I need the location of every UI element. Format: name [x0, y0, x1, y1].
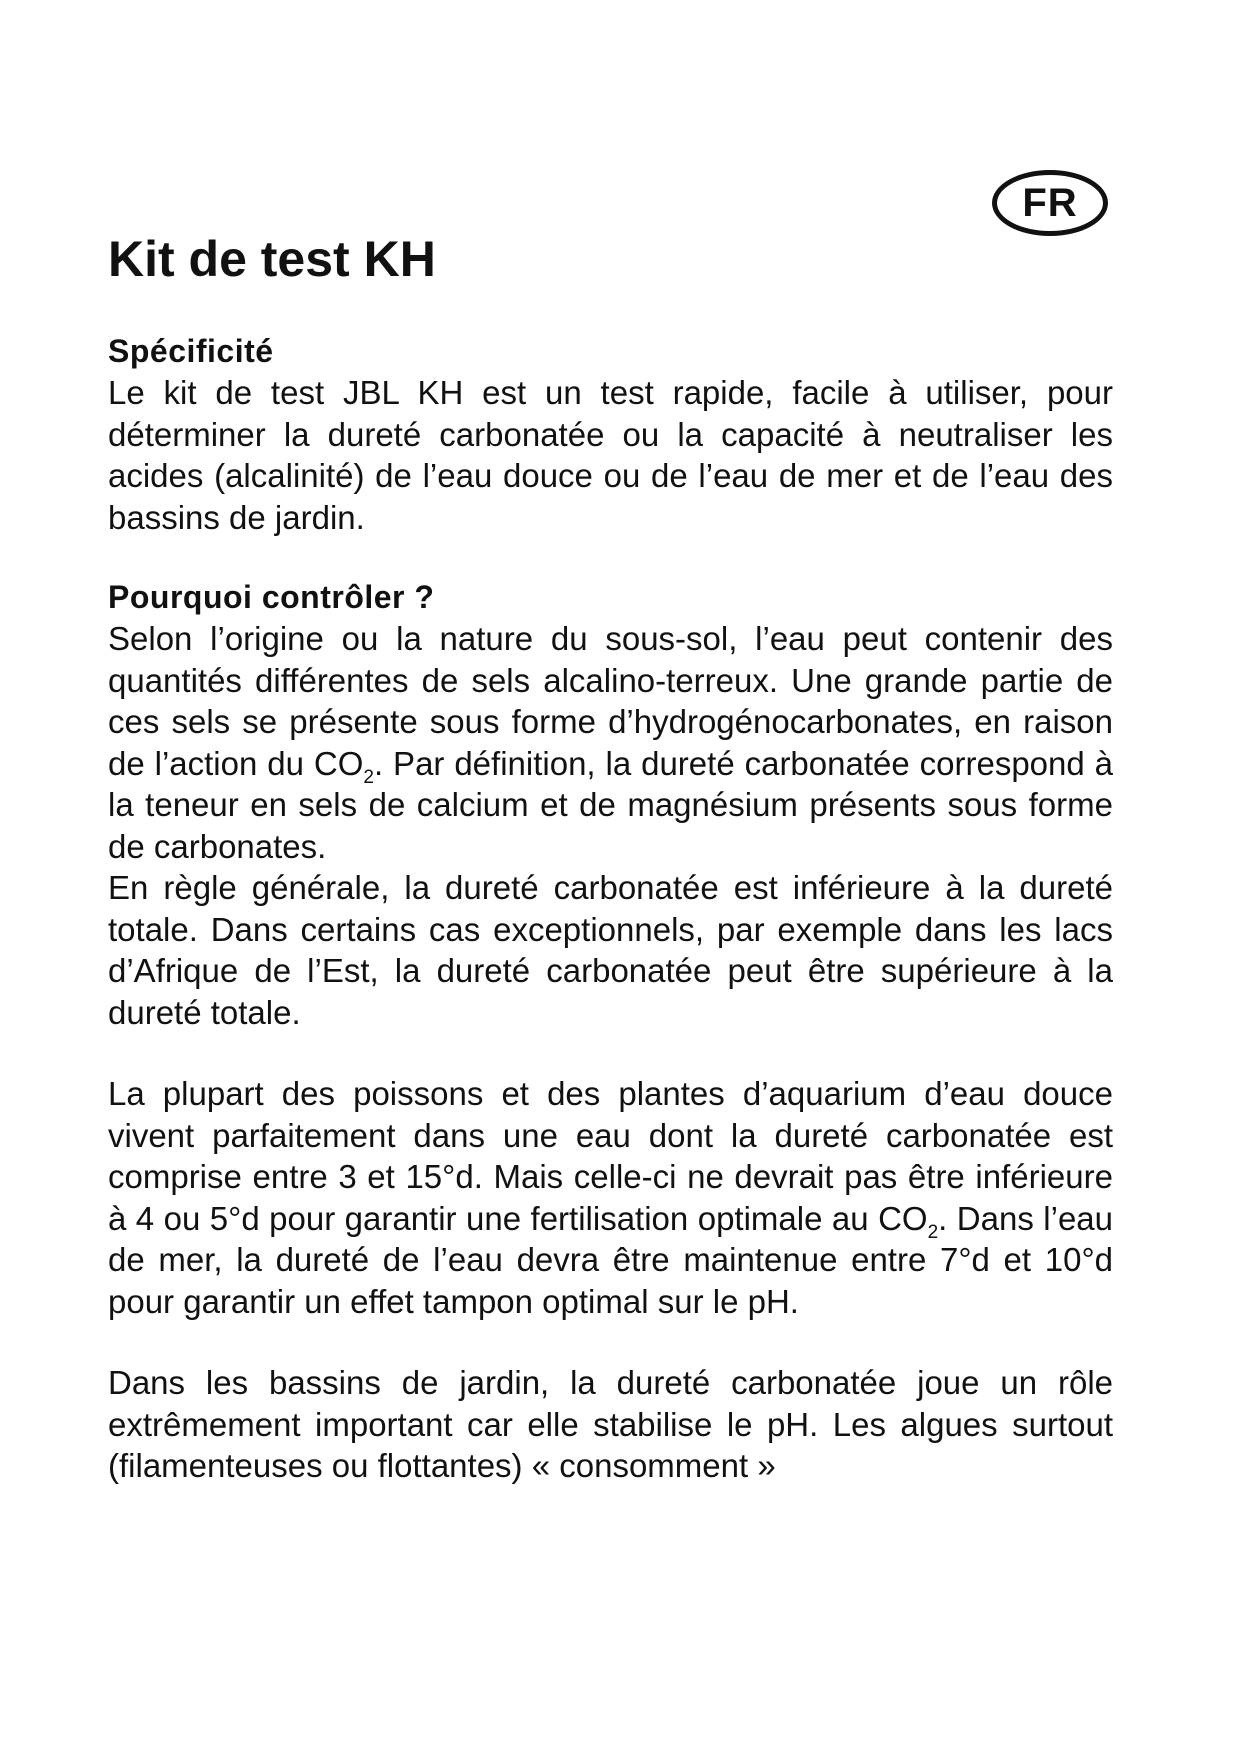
section-specificity — [108, 330, 1113, 538]
subscript-2: 2 — [363, 766, 374, 788]
language-badge-label: FR — [1022, 180, 1078, 225]
subscript-2: 2 — [927, 1221, 939, 1243]
document-body — [108, 330, 1113, 1487]
paragraph-general-rule: En règle générale, la dureté carbonatée est inférieure à la dureté totale. Dans certains cas exceptionnels, par exemple dans les lacs d’Afrique de l’Est, la dureté carbonatée peut être supérieure à la dureté totale. — [108, 869, 1113, 1031]
paragraph-freshwater-part-1: La plupart des poissons et des plantes d’aquarium d’eau douce vivent parfaitement dans une eau dont la dureté carbonatée est comprise entre 3 et 15°d. Mais celle-ci ne devrait pas être inférieure à 4 ou 5°d pour garantir une fertilisation optimale au CO — [108, 1075, 1113, 1237]
paragraph-specificity: Le kit de test JBL KH est un test rapide, facile à utiliser, pour déterminer la dureté carbonatée ou la capacité à neutraliser les acides (alcalinité) de l’eau douce ou de l’eau de mer et de l’eau des bassins de jardin. — [108, 374, 1113, 536]
spacer — [108, 1322, 1113, 1362]
section-heading-specificity: Spécificité — [108, 333, 274, 369]
section-heading-why-check: Pourquoi contrôler ? — [108, 579, 435, 615]
section-why-check — [108, 576, 1113, 1487]
paragraph-garden-ponds: Dans les bassins de jardin, la dureté carbonatée joue un rôle extrêmement important car elle stabilise le pH. Les algues surtout (filamenteuses ou flottantes) « consomment » — [108, 1364, 1113, 1484]
language-badge — [992, 170, 1108, 236]
spacer — [108, 538, 1113, 576]
document-title: Kit de test KH — [108, 231, 436, 287]
spacer — [108, 1033, 1113, 1073]
paragraph-freshwater — [108, 1073, 1113, 1322]
paragraph-freshwater-part-2: . Dans l’eau de mer, la dureté de l’eau devra être maintenue entre 7°d et 10°d pour garantir un effet tampon optimal sur le pH. — [108, 1199, 1114, 1320]
paragraph-origin-part-2: . Par définition, la dureté carbonatée correspond à la teneur en sels de calcium et de magnésium présents sous forme de carbonates. — [108, 744, 1113, 865]
paragraph-origin-part-1: Selon l’origine ou la nature du sous-sol, l’eau peut contenir des quantités différentes de sels alcalino-terreux. Une grande partie de ces sels se présente sous forme d’hydrogénocarbonates, en raison de l’action du CO — [108, 620, 1113, 782]
paragraph-origin — [108, 618, 1113, 867]
